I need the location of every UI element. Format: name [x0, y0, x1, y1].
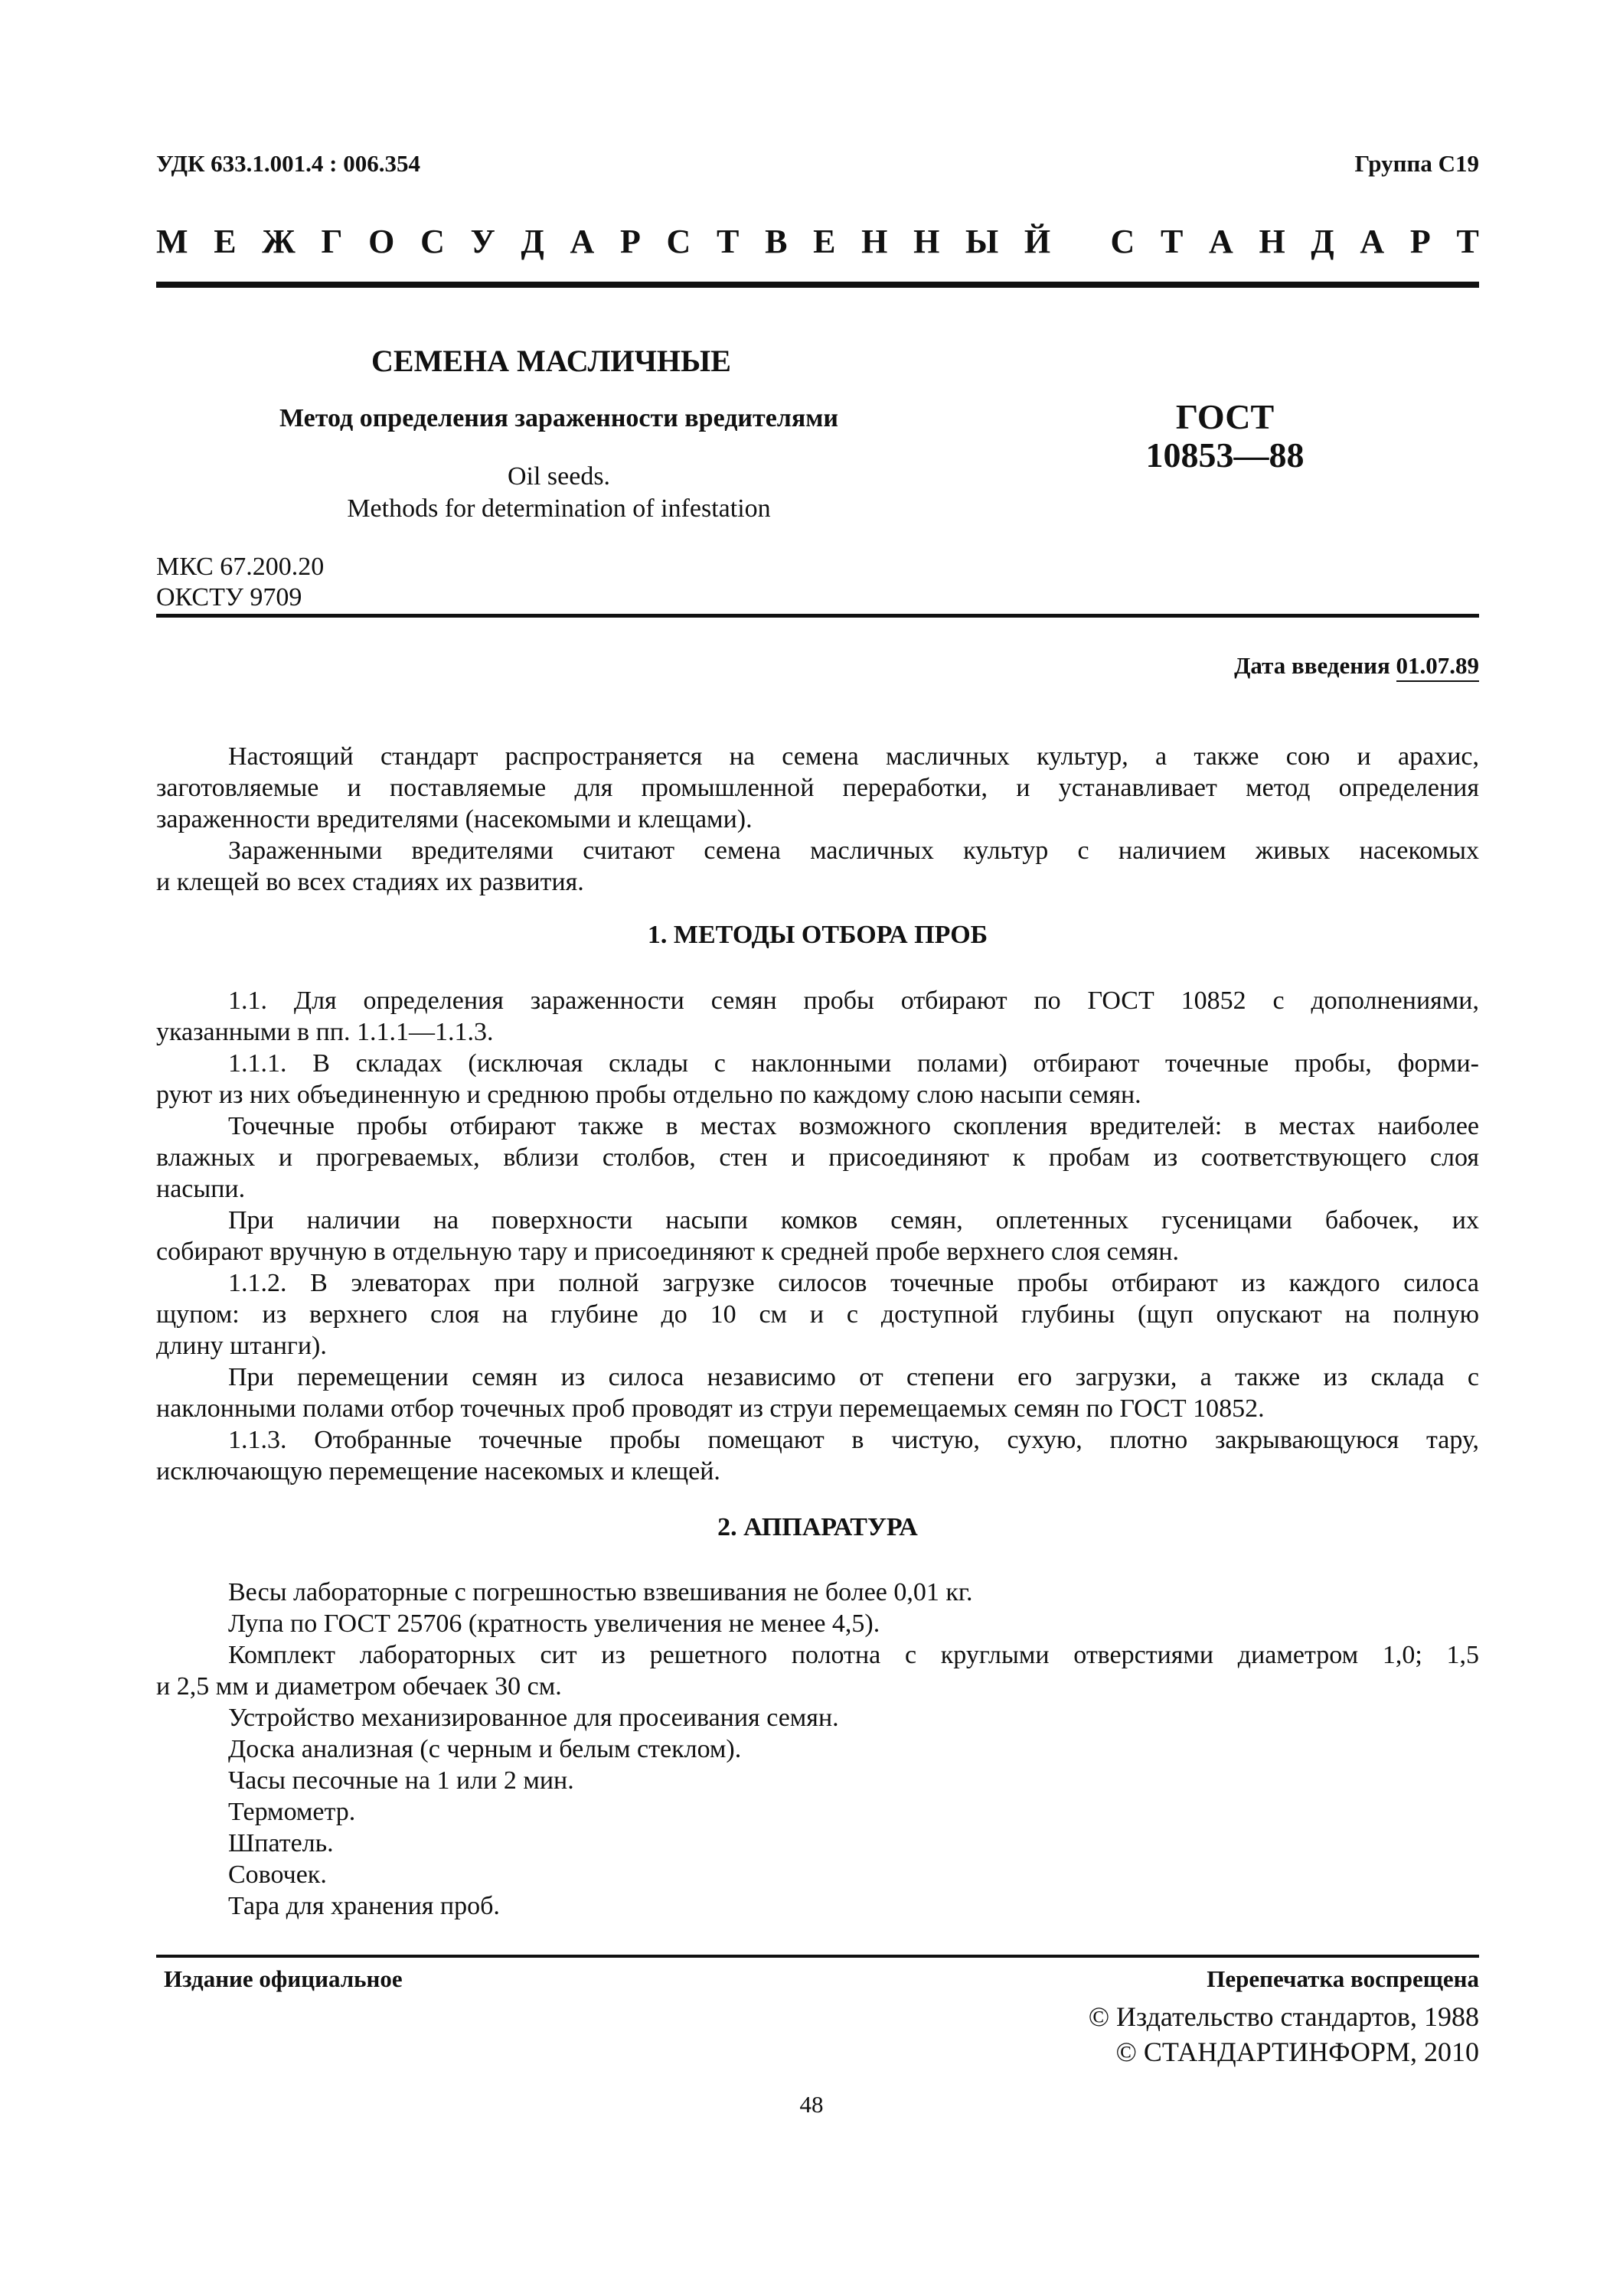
okstu-code: ОКСТУ 9709 [156, 583, 302, 612]
banner-letter: А [570, 223, 595, 260]
apparatus-item: Совочек. [228, 1861, 327, 1889]
section-paragraph [156, 1110, 1479, 1205]
text-line: собирают вручную в отдельную тару и присоединяют к средней пробе верхнего слоя семян. [156, 1238, 1180, 1266]
banner-letter: Т [1456, 223, 1479, 260]
gost-number: 10853—88 [1145, 435, 1305, 475]
section-heading: 1. МЕТОДЫ ОТБОРА ПРОБ [647, 921, 988, 949]
text-line: влажных и прогреваемых, вблизи столбов, стен и присоединяют к пробам из соответствующего слоя [156, 1143, 1479, 1172]
copyright-line: © СТАНДАРТИНФОРМ, 2010 [1115, 2037, 1479, 2067]
text-line: Зараженными вредителями считают семена масличных культур с наличием живых насекомых [228, 837, 1479, 865]
apparatus-item: Весы лабораторные с погрешностью взвешивания не более 0,01 кг. [228, 1578, 973, 1606]
introduction-date [1234, 652, 1479, 680]
date-label: Дата введения [1234, 652, 1390, 679]
section-paragraph [156, 1205, 1479, 1267]
apparatus-item: Устройство механизированное для просеивания семян. [228, 1704, 839, 1732]
banner-letter: А [1360, 223, 1385, 260]
text-line: и клещей во всех стадиях их развития. [156, 868, 584, 896]
text-line: наклонными полами отбор точечных проб проводят из струи перемещаемых семян по ГОСТ 10852. [156, 1394, 1265, 1423]
date-value: 01.07.89 [1396, 652, 1480, 682]
banner-letter: Н [913, 223, 940, 260]
apparatus-item: Лупа по ГОСТ 25706 (кратность увеличения не менее 4,5). [228, 1609, 880, 1638]
section-paragraph [156, 1048, 1479, 1110]
apparatus-list [156, 1577, 1479, 1922]
section-paragraph [156, 1362, 1479, 1424]
banner-letter: Е [813, 223, 836, 260]
banner-letter: С [420, 223, 445, 260]
section-paragraph [156, 1267, 1479, 1362]
page-number: 48 [799, 2091, 824, 2118]
banner-letter: Т [1160, 223, 1184, 260]
section-heading: 2. АППАРАТУРА [717, 1513, 918, 1541]
text-line: 1.1.3. Отобранные точечные пробы помещают в чистую, сухую, плотно закрывающуюся тару, [228, 1426, 1479, 1454]
text-line: Настоящий стандарт распространяется на семена масличных культур, а также сою и арахис, [228, 742, 1479, 771]
text-line: 1.1.1. В складах (исключая склады с наклонными полами) отбирают точечные пробы, форми- [228, 1049, 1479, 1078]
banner-letter: С [666, 223, 691, 260]
text-line: заготовляемые и поставляемые для промышленной переработки, и устанавливает метод определения [156, 774, 1479, 802]
text-line: щупом: из верхнего слоя на глубине до 10 см и с доступной глубины (щуп опускают на полную [156, 1300, 1479, 1329]
apparatus-item: и 2,5 мм и диаметром обечаек 30 см. [156, 1672, 562, 1701]
text-line: указанными в пп. 1.1.1—1.1.3. [156, 1018, 494, 1046]
title-rule [156, 614, 1479, 618]
document-title: СЕМЕНА МАСЛИЧНЫЕ [371, 344, 731, 378]
banner-letter: У [470, 223, 495, 260]
banner-letter: Р [1409, 223, 1431, 260]
banner-letter: М [156, 223, 188, 260]
banner-letter: Ы [965, 223, 999, 260]
apparatus-item: Тара для хранения проб. [228, 1892, 500, 1920]
banner-letter: Ж [262, 223, 296, 260]
interstate-standard-banner [156, 222, 1479, 261]
banner-letter: С [1110, 223, 1135, 260]
banner-letter: Р [619, 223, 641, 260]
group-code: Группа С19 [1354, 150, 1479, 177]
text-line: 1.1. Для определения зараженности семян пробы отбирают по ГОСТ 10852 с дополнениями, [228, 987, 1479, 1015]
apparatus-item: Термометр. [228, 1798, 356, 1826]
banner-gap [1076, 222, 1085, 261]
intro-paragraph [156, 835, 1479, 898]
banner-letter: А [1209, 223, 1233, 260]
section-paragraph [156, 1424, 1479, 1487]
banner-letter: Т [717, 223, 740, 260]
udk-code: УДК 633.1.001.4 : 006.354 [156, 150, 420, 177]
apparatus-item: Часы песочные на 1 или 2 мин. [228, 1766, 574, 1795]
text-line: руют из них объединенную и среднюю пробы отдельно по каждому слою насыпи семян. [156, 1081, 1141, 1109]
banner-letter: Д [521, 223, 544, 260]
document-subtitle: Метод определения зараженности вредителями [279, 404, 839, 432]
english-title-line: Methods for determination of infestation [347, 494, 771, 523]
banner-letter: Е [214, 223, 237, 260]
reprint-prohibited: Перепечатка воспрещена [1207, 1965, 1479, 1992]
header-rule [156, 282, 1479, 288]
banner-letter: Н [1259, 223, 1285, 260]
text-line: насыпи. [156, 1175, 246, 1203]
text-line: длину штанги). [156, 1332, 327, 1360]
gost-label: ГОСТ [1175, 397, 1275, 436]
apparatus-item: Доска анализная (с черным и белым стеклом). [228, 1735, 742, 1763]
text-line: 1.1.2. В элеваторах при полной загрузке силосов точечные пробы отбирают из каждого силоса [228, 1269, 1479, 1297]
mks-code: МКС 67.200.20 [156, 553, 325, 581]
official-edition: Издание официальное [164, 1965, 403, 1992]
banner-letter: О [368, 223, 395, 260]
banner-letter: Н [861, 223, 888, 260]
intro-paragraph [156, 741, 1479, 835]
english-title-line: Oil seeds. [507, 462, 611, 491]
banner-letter: Г [321, 223, 343, 260]
text-line: При наличии на поверхности насыпи комков семян, оплетенных гусеницами бабочек, их [228, 1206, 1479, 1234]
text-line: зараженности вредителями (насекомыми и клещами). [156, 805, 753, 833]
banner-letter: Й [1024, 223, 1051, 260]
apparatus-item: Шпатель. [228, 1829, 334, 1857]
section-paragraph [156, 985, 1479, 1048]
copyright-line: © Издательство стандартов, 1988 [1088, 2001, 1479, 2032]
banner-letter: Д [1311, 223, 1334, 260]
text-line: Точечные пробы отбирают также в местах возможного скопления вредителей: в местах наиболее [228, 1112, 1479, 1140]
text-line: исключающую перемещение насекомых и клещей. [156, 1457, 720, 1486]
apparatus-item: Комплект лабораторных сит из решетного полотна с круглыми отверстиями диаметром 1,0; 1,5 [228, 1641, 1479, 1669]
footer-rule [156, 1955, 1479, 1958]
text-line: При перемещении семян из силоса независимо от степени его загрузки, а также из склада с [228, 1363, 1479, 1391]
banner-letter: В [765, 223, 788, 260]
